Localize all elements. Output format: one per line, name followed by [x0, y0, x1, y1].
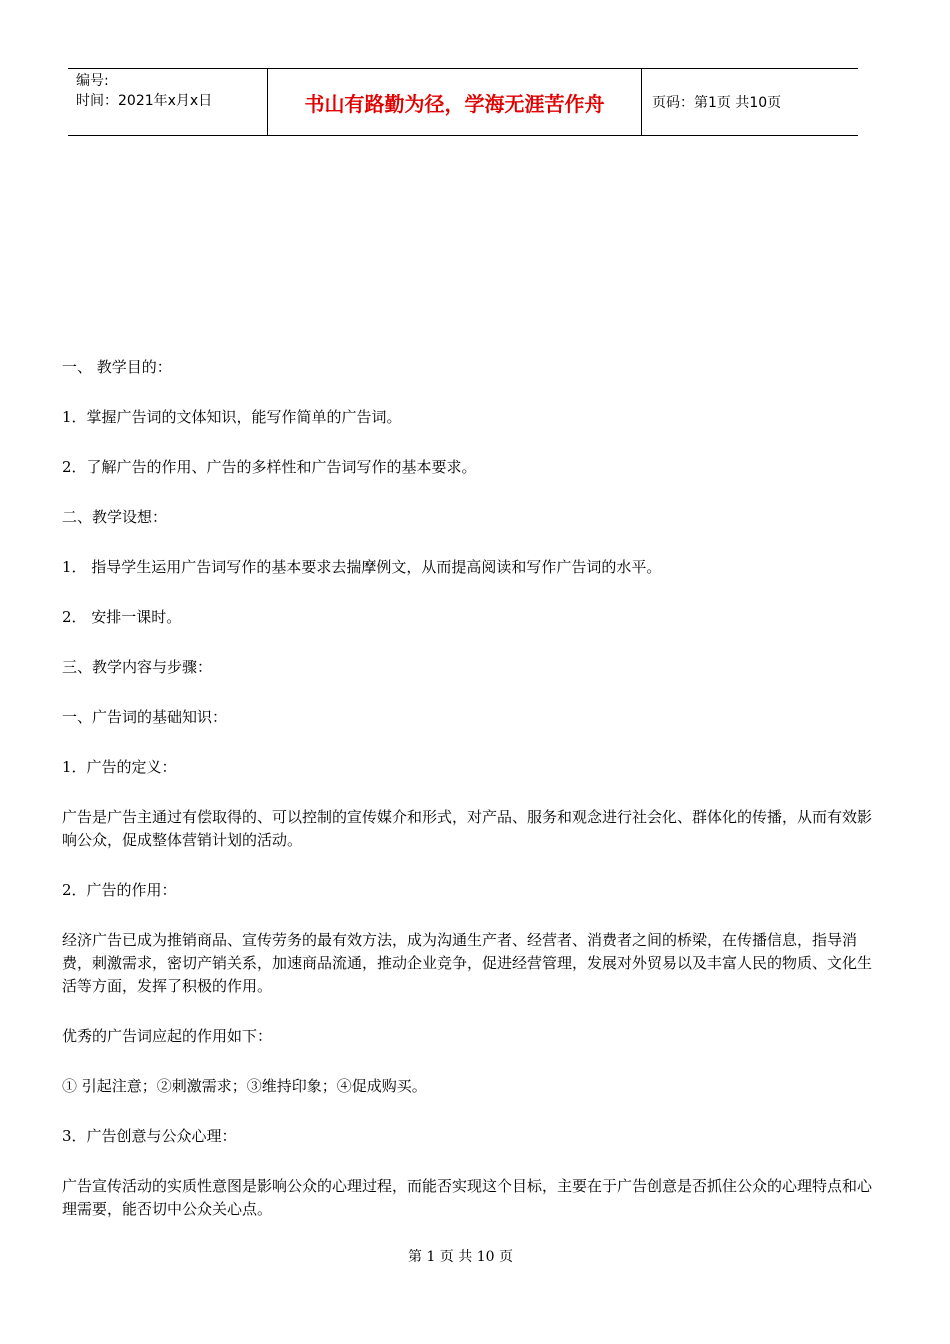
list-item: 2． 安排一课时。 — [62, 608, 182, 626]
list-item: 2．了解广告的作用、广告的多样性和广告词写作的基本要求。 — [62, 458, 477, 476]
subsection-heading: 1．广告的定义： — [62, 758, 177, 776]
header-page-cell — [642, 69, 858, 135]
body-paragraph: ① 引起注意；②刺激需求；③维持印象；④促成购买。 — [62, 1077, 427, 1095]
body-paragraph: 广告宣传活动的实质性意图是影响公众的心理过程，而能否实现这个目标，主要在于广告创意是否抓住公众的心理特点和心理需要，能否切中公众关心点。 — [62, 1177, 873, 1218]
subsection-heading: 一、广告词的基础知识： — [62, 708, 228, 726]
list-item: 1． 指导学生运用广告词写作的基本要求去揣摩例文，从而提高阅读和写作广告词的水平。 — [62, 558, 662, 576]
header-motto-cell — [268, 69, 642, 135]
motto-text: 书山有路勤为径，学海无涯苦作舟 — [304, 91, 605, 116]
page-info: 页码：第1页 共10页 — [652, 95, 782, 111]
list-item: 1．掌握广告词的文体知识，能写作简单的广告词。 — [62, 408, 402, 426]
body-paragraph: 广告是广告主通过有偿取得的、可以控制的宣传媒介和形式，对产品、服务和观念进行社会化、群体化的传播，从而有效影响公众，促成整体营销计划的活动。 — [62, 808, 873, 849]
page-header — [68, 68, 858, 136]
body-paragraph: 经济广告已成为推销商品、宣传劳务的最有效方法，成为沟通生产者、经营者、消费者之间的桥梁，在传播信息，指导消费，刺激需求，密切产销关系，加速商品流通，推动企业竞争，促进经营管理，发展对外贸易以及丰富人民的物质、文化生活等方面，发挥了积极的作用。 — [62, 931, 873, 995]
footer-page-number: 第 1 页 共 10 页 — [408, 1249, 513, 1265]
page-footer — [0, 1246, 950, 1266]
subsection-heading: 3．广告创意与公众心理： — [62, 1127, 237, 1145]
header-left-cell — [68, 69, 268, 135]
section-heading: 一、 教学目的： — [62, 358, 172, 376]
section-heading: 二、教学设想： — [62, 508, 168, 526]
body-paragraph: 优秀的广告词应起的作用如下： — [62, 1027, 273, 1045]
subsection-heading: 2．广告的作用： — [62, 881, 177, 899]
time-label: 时间：2021年x月x日 — [76, 93, 213, 109]
serial-number-label: 编号: — [76, 73, 109, 89]
section-heading: 三、教学内容与步骤： — [62, 658, 213, 676]
document-body — [62, 356, 882, 1248]
